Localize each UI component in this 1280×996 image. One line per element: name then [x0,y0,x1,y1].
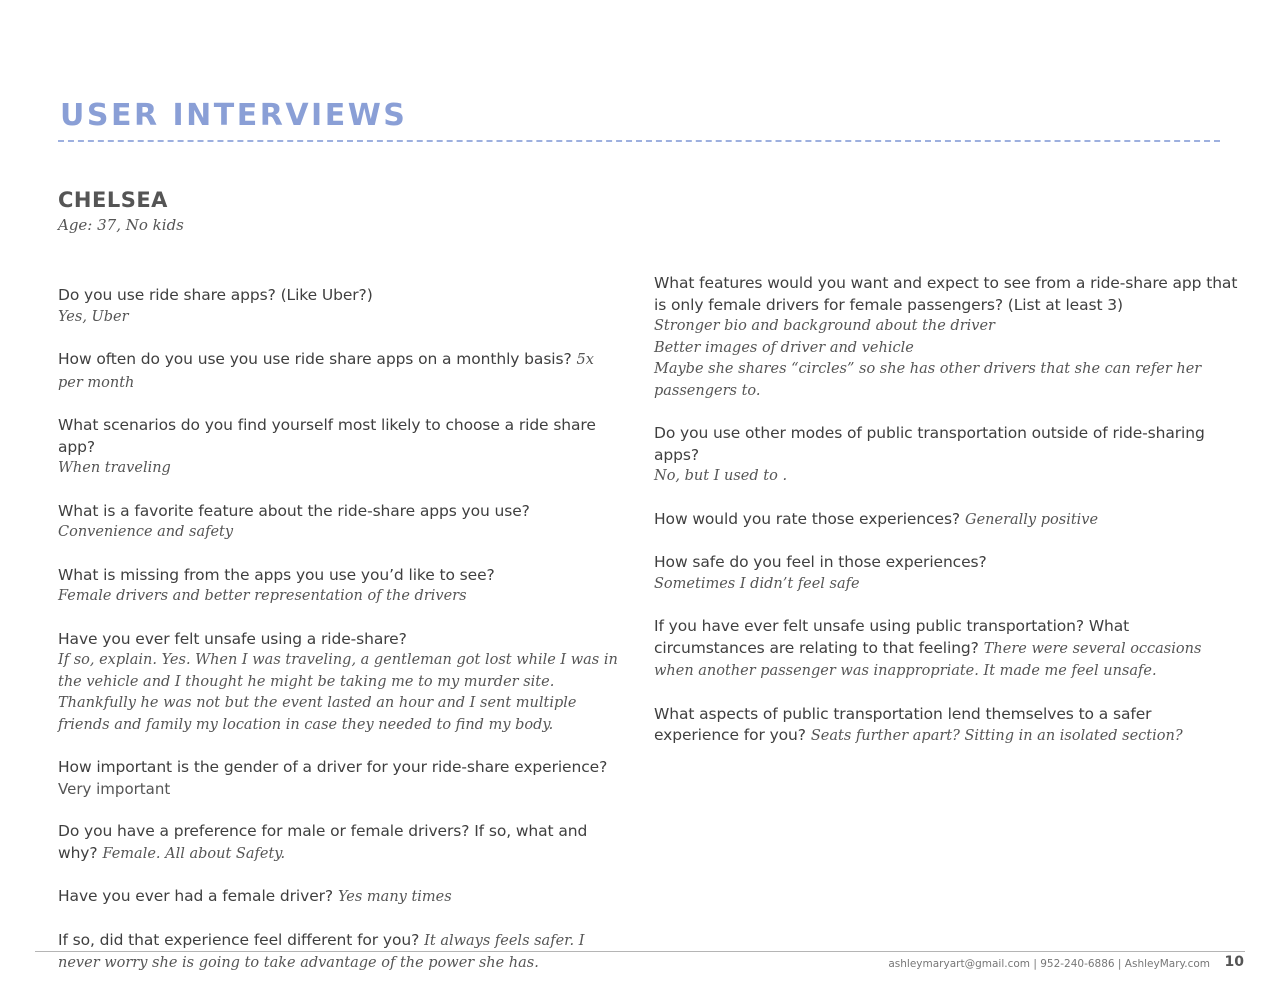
answer: Very important [58,779,171,798]
question: What is a favorite feature about the ride-share apps you use? [58,501,530,520]
qa-item [654,552,1239,595]
question: How would you rate those experiences? [654,509,961,528]
qa-item [654,704,1239,748]
question: Do you use other modes of public transportation outside of ride-sharing apps? [654,424,1205,464]
answer: Female drivers and better representation of the drivers [58,588,467,604]
footer-divider [35,951,1245,952]
answer: Female. All about Safety. [102,845,286,862]
footer-contact: ashleymaryart@gmail.com | 952-240-6886 | AshleyMary.com [888,958,1210,970]
answer-line: Stronger bio and background about the driver [654,318,995,334]
question: What aspects of public transportation lend themselves to a safer experience for you? [654,704,1152,744]
right-qa-column [654,273,1239,769]
question: What features would you want and expect to see from a ride-share app that is only female drivers for female passengers? (List at least 3) [654,274,1238,314]
question: How often do you use you use ride share apps on a monthly basis? [58,350,572,368]
question: If so, did that experience feel different for you? [58,930,420,949]
answer: When traveling [58,460,171,476]
qa-item [58,349,623,394]
answer: There were several occasions when another passenger was inappropriate. It made me feel unsafe. [654,640,1202,679]
question: Have you ever felt unsafe using a ride-share? [58,629,407,648]
question: If you have ever felt unsafe using public transportation? What circumstances are relating to that feeling? [654,617,1130,657]
qa-item [58,930,623,975]
qa-item [654,616,1239,683]
answer: It always feels safer. I never worry she is going to take advantage of the power she has. [58,932,585,971]
qa-item [654,509,1239,532]
question: What scenarios do you find yourself most likely to choose a ride share app? [58,416,596,456]
page-title: USER INTERVIEWS [60,98,408,133]
answer: Seats further apart? Sitting in an isolated section? [810,728,1183,744]
qa-item [58,821,623,865]
answer: Generally positive [965,511,1099,528]
left-qa-column [58,285,623,996]
qa-item [58,415,623,480]
qa-item [654,423,1239,488]
page-number: 10 [1224,954,1244,970]
question: How important is the gender of a driver for your ride-share experience? [58,758,608,776]
answer: Yes, Uber [58,308,129,325]
qa-item [654,273,1239,402]
interviewee-meta: Age: 37, No kids [58,216,184,234]
question: What is missing from the apps you use you’d like to see? [58,565,495,584]
answer: Convenience and safety [58,524,234,540]
qa-item [58,757,623,800]
answer-line: Better images of driver and vehicle [654,339,914,356]
answer: No, but I used to . [654,468,788,484]
answer-line: Maybe she shares “circles” so she has other drivers that she can refer her passengers to. [654,361,1202,399]
question: How safe do you feel in those experiences? [654,553,987,571]
qa-item [58,886,623,909]
answer: If so, explain. Yes. When I was traveling, a gentleman got lost while I was in the vehicle and I thought he might be taking me to my murder site. Thankfully he was not but the event lasted an hour and I sent multiple friends and family my location in case they needed to find my body. [58,652,618,733]
answer: Yes many times [337,889,452,905]
qa-item [58,501,623,544]
interviewee-name: CHELSEA [58,188,168,212]
question: Do you use ride share apps? (Like Uber?) [58,286,373,304]
title-divider [58,140,1220,142]
qa-item [58,629,623,737]
question: Have you ever had a female driver? [58,887,334,905]
qa-item [58,285,623,328]
answer: Sometimes I didn’t feel safe [654,575,860,592]
answer: 5x per month [58,352,594,391]
qa-item [58,565,623,608]
question: Do you have a preference for male or female drivers? If so, what and why? [58,822,588,862]
